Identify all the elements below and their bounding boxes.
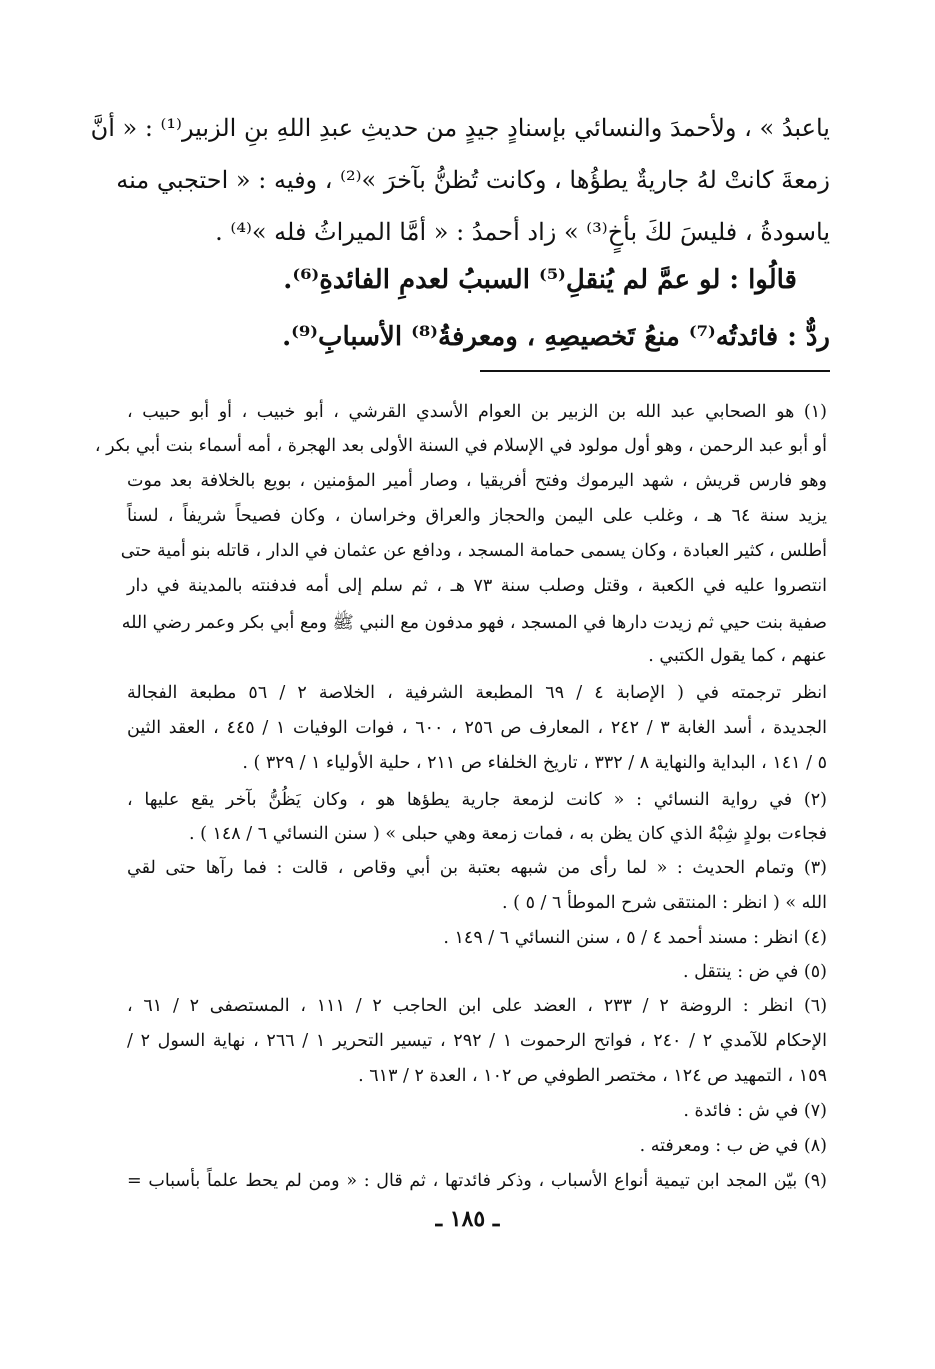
rule-text-line-2: ردٌّ : فائدتُه⁽⁷⁾ منعُ تَخصيصِهِ ، ومعرفةُ⁽⁸⁾ الأسبابِ⁽⁹⁾. bbox=[282, 322, 830, 352]
main-text-line-1: ياعبدُ » ، ولأحمدَ والنسائي بإسنادٍ جيدٍ من حديثِ عبدِ اللهِ بنِ الزبير⁽¹⁾ : « أنَّ bbox=[90, 114, 830, 142]
footnote-line: أو أبو عبد الرحمن ، وهو أول مولود في الإسلام في السنة الأولى بعد الهجرة ، أمه أسماء بنت أبي بكر ، bbox=[94, 436, 827, 456]
footnote-line: (٤) انظر : مسند أحمد ٤ / ٥ ، سنن النسائي ٦ / ١٤٩ . bbox=[443, 928, 827, 948]
footnote-line: الإحكام للآمدي ٢ / ٢٤٠ ، فواتح الرحموت ١ / ٢٩٢ ، تيسير التحرير ١ / ٢٦٦ ، نهاية السول ٢ / bbox=[127, 1031, 827, 1051]
footnote-line: صفية بنت حيي ثم زيدت دارها في المسجد ، فهو مدفون مع النبي ﷺ ومع أبي بكر وعمر رضي الله bbox=[121, 613, 827, 633]
main-text-line-2: زمعةَ كانتْ لهُ جاريةٌ يطؤُها ، وكانت تُظنُّ بآخرَ »⁽²⁾ ، وفيه : « احتجبي منه bbox=[116, 166, 830, 194]
footnote-line: (٨) في ض ب : ومعرفته . bbox=[639, 1136, 827, 1156]
footnote-line: (٣) وتمام الحديث : « لما رأى من شبهه بعتبة بن أبي وقاص ، قالت : فما رآها حتى لقي bbox=[127, 858, 827, 878]
footnote-line: انتصروا عليه في الكعبة ، وقتل وصلب سنة ٧٣ هـ ، ثم سلم إلى أمه فدفنته بالمدينة في دار bbox=[127, 576, 827, 596]
footnote-line: (٢) في رواية النسائي : « كانت لزمعة جارية يطؤها هو ، وكان يَظُنُّ بآخر يقع عليها ، bbox=[127, 790, 827, 810]
footnote-line: وهو فارس قريش ، شهد اليرموك وفتح أفريقيا ، وصار أمير المؤمنين ، بويع بالخلافة بعد موت bbox=[127, 471, 827, 491]
footnote-line: فجاءت بولدٍ شِبْهُ الذي كان يظن به ، فمات زمعة وهي حبلى » ( سنن النسائي ٦ / ١٤٨ ) . bbox=[188, 824, 827, 844]
footnote-line: (٩) بيّن المجد ابن تيمية أنواع الأسباب ، وذكر فائدتها ، ثم قال : « ومن لم يحط علماً بأسباب = bbox=[127, 1171, 827, 1191]
main-text-line-3: ياسودةُ ، فليسَ لكَ بأخٍ⁽³⁾ » زاد أحمدُ : « أمَّا الميراثُ فله »⁽⁴⁾ . bbox=[215, 218, 830, 246]
footnote-separator bbox=[480, 370, 830, 372]
footnote-line: أطلس ، كثير العبادة ، وكان يسمى حمامة المسجد ، ودافع عن عثمان في الدار ، قاتله بنو أمية حتى bbox=[120, 541, 827, 561]
footnote-line: ٥ / ١٤١ ، البداية والنهاية ٨ / ٣٣٢ ، تاريخ الخلفاء ص ٢١١ ، حلية الأولياء ١ / ٣٢٩ ) . bbox=[242, 753, 827, 773]
footnote-line: يزيد سنة ٦٤ هـ ، وغلب على اليمن والحجاز والعراق وخراسان ، وكان فصيحاً شريفاً ، لسناً bbox=[127, 506, 827, 526]
footnote-line: (١) هو الصحابي عبد الله بن الزبير بن العوام الأسدي القرشي ، أبو خبيب ، أو أبو حبيب ، bbox=[127, 402, 827, 422]
footnote-line: ١٥٩ ، التمهيد ص ١٢٤ ، مختصر الطوفي ص ١٠٢ ، العدة ٢ / ٦١٣ . bbox=[358, 1066, 827, 1086]
page-number: ـ ١٨٥ ـ bbox=[435, 1206, 500, 1232]
footnote-line: (٥) في ض : ينتقل . bbox=[683, 962, 827, 982]
rule-text-line-1: قالُوا : لو عمَّ لم يُنقلِ⁽⁵⁾ السببُ لعدمِ الفائدةِ⁽⁶⁾. bbox=[283, 265, 797, 295]
footnote-line: عنهم ، كما يقول الكتبي . bbox=[648, 646, 827, 666]
footnote-line: انظر ترجمته في ( الإصابة ٤ / ٦٩ المطبعة الشرفية ، الخلاصة ٢ / ٥٦ مطبعة الفجالة bbox=[127, 683, 828, 703]
footnote-line: (٦) انظر : الروضة ٢ / ٢٣٣ ، العضد على ابن الحاجب ٢ / ١١١ ، المستصفى ٢ / ٦١ ، bbox=[127, 996, 828, 1016]
footnote-line: الجديدة ، أسد الغابة ٣ / ٢٤٢ ، المعارف ص ٢٥٦ ، ٦٠٠ ، فوات الوفيات ١ / ٤٤٥ ، العقد الثين bbox=[127, 718, 827, 738]
footnote-line: (٧) في ش : فائدة . bbox=[683, 1101, 827, 1121]
footnote-line: الله » ( انظر : المنتقى شرح الموطأ ٦ / ٥ ) . bbox=[502, 893, 827, 913]
